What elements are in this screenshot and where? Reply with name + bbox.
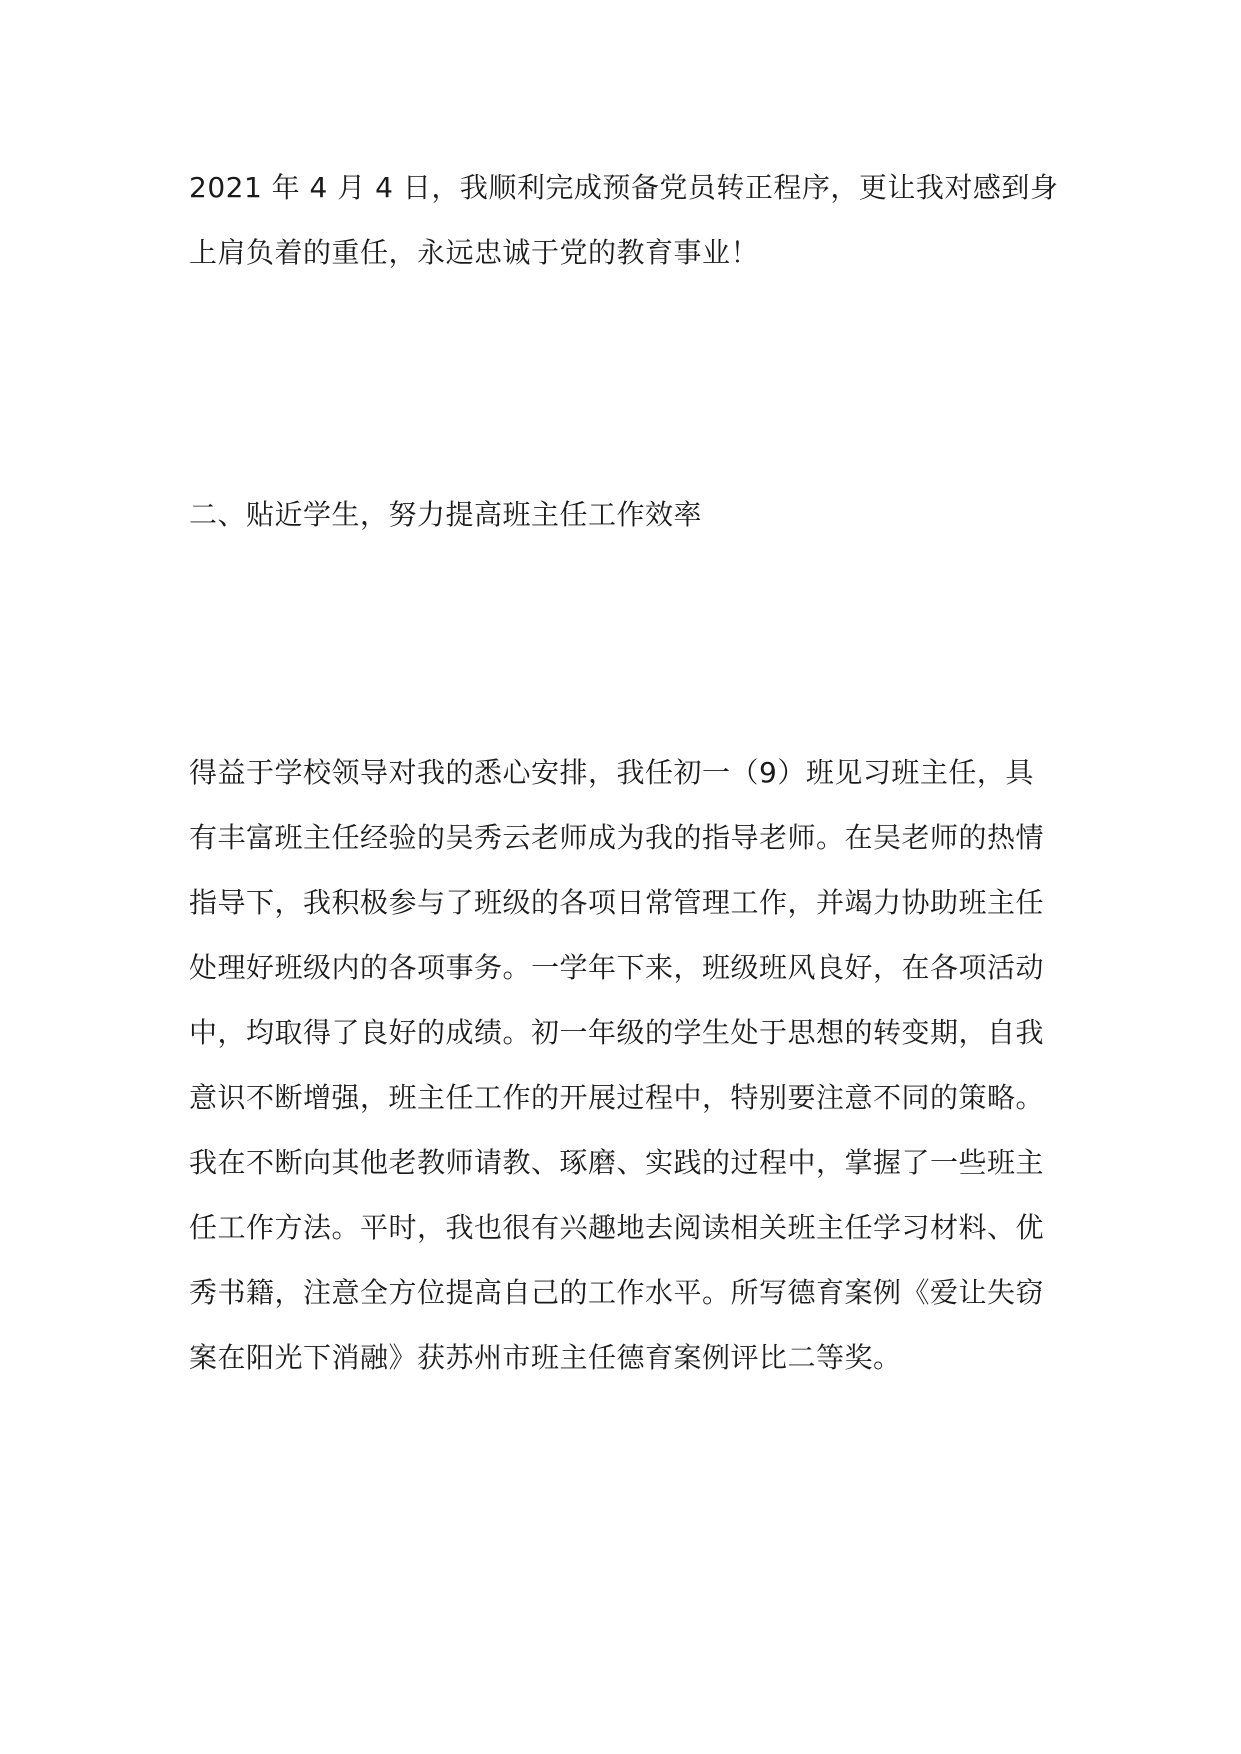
text-line: 有丰富班主任经验的吴秀云老师成为我的指导老师。在吴老师的热情 (189, 821, 1045, 854)
text-line: 意识不断增强，班主任工作的开展过程中，特别要注意不同的策略。 (189, 1081, 1045, 1114)
text-line: 我在不断向其他老教师请教、琢磨、实践的过程中，掌握了一些班主 (189, 1146, 1045, 1179)
text-line: 得益于学校领导对我的悉心安排，我任初一（9）班见习班主任，具 (189, 756, 1034, 789)
paragraph-party-membership (189, 155, 1069, 285)
text-line: 指导下，我积极参与了班级的各项日常管理工作，并竭力协助班主任 (189, 886, 1045, 919)
text-line: 处理好班级内的各项事务。一学年下来，班级班风良好，在各项活动 (189, 951, 1045, 984)
paragraph-class-teacher-work (189, 740, 1069, 1390)
text-line: 中，均取得了良好的成绩。初一年级的学生处于思想的转变期，自我 (189, 1016, 1045, 1049)
text-line: 任工作方法。平时，我也很有兴趣地去阅读相关班主任学习材料、优 (189, 1211, 1045, 1244)
text-line: 2021 年 4 月 4 日，我顺利完成预备党员转正程序，更让我对感到身 (189, 171, 1059, 204)
section-heading: 二、贴近学生，努力提高班主任工作效率 (189, 498, 703, 531)
text-line: 案在阳光下消融》获苏州市班主任德育案例评比二等奖。 (189, 1341, 902, 1374)
text-line: 上肩负着的重任，永远忠诚于党的教育事业！ (189, 236, 760, 269)
text-line: 秀书籍，注意全方位提高自己的工作水平。所写德育案例《爱让失窃 (189, 1276, 1045, 1309)
